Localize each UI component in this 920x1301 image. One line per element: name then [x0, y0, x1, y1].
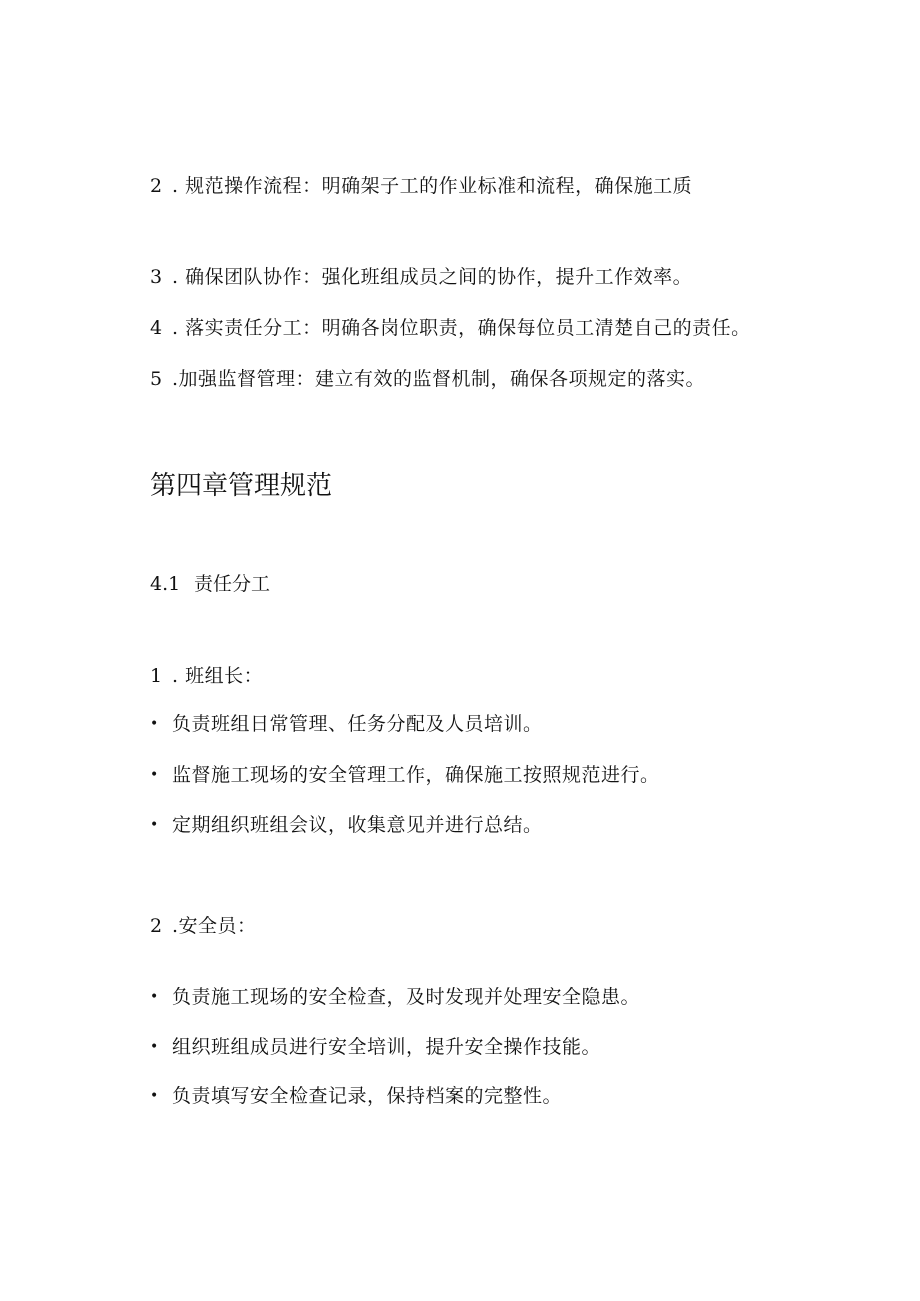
bullet-text: 监督施工现场的安全管理工作，确保施工按照规范进行。 [172, 764, 660, 786]
bullet-item [150, 1084, 562, 1108]
bullet-item [150, 763, 660, 787]
list-item-2 [150, 174, 692, 198]
bullet-item [150, 712, 543, 736]
role-label: .安全员： [172, 915, 257, 937]
bullet-text: 负责施工现场的安全检查，及时发现并处理安全隐患。 [172, 986, 641, 1008]
chapter-title: 第四章管理规范 [150, 471, 333, 501]
list-number: 5 [150, 368, 163, 390]
list-number: 3 [150, 266, 163, 288]
list-number: 2 [150, 175, 163, 197]
role-label: . 班组长： [172, 665, 264, 687]
section-title: 责任分工 [194, 573, 271, 595]
section-number: 4.1 [150, 573, 181, 595]
bullet-item [150, 985, 640, 1009]
role-number: 1 [150, 665, 163, 687]
bullet-icon: • [150, 1039, 159, 1055]
bullet-icon: • [150, 767, 159, 783]
bullet-icon: • [150, 716, 159, 732]
list-text: . 落实责任分工：明确各岗位职责，确保每位员工清楚自己的责任。 [172, 317, 751, 339]
bullet-icon: • [150, 989, 159, 1005]
list-number: 4 [150, 317, 163, 339]
role-heading-team-leader [150, 664, 263, 688]
list-text: . 确保团队协作：强化班组成员之间的协作，提升工作效率。 [172, 266, 693, 288]
role-heading-safety-officer [150, 914, 257, 938]
bullet-item [150, 813, 543, 837]
bullet-icon: • [150, 817, 159, 833]
bullet-text: 组织班组成员进行安全培训，提升安全操作技能。 [172, 1036, 602, 1058]
bullet-text: 负责班组日常管理、任务分配及人员培训。 [172, 713, 543, 735]
list-item-3 [150, 265, 692, 289]
role-number: 2 [150, 915, 163, 937]
list-text: . 规范操作流程：明确架子工的作业标准和流程，确保施工质 [172, 175, 693, 197]
section-heading [150, 572, 270, 596]
bullet-icon: • [150, 1088, 159, 1104]
list-text: .加强监督管理：建立有效的监督机制，确保各项规定的落实。 [172, 368, 706, 390]
list-item-4 [150, 316, 751, 340]
list-item-5 [150, 367, 705, 391]
bullet-item [150, 1035, 601, 1059]
bullet-text: 负责填写安全检查记录，保持档案的完整性。 [172, 1085, 563, 1107]
bullet-text: 定期组织班组会议，收集意见并进行总结。 [172, 814, 543, 836]
